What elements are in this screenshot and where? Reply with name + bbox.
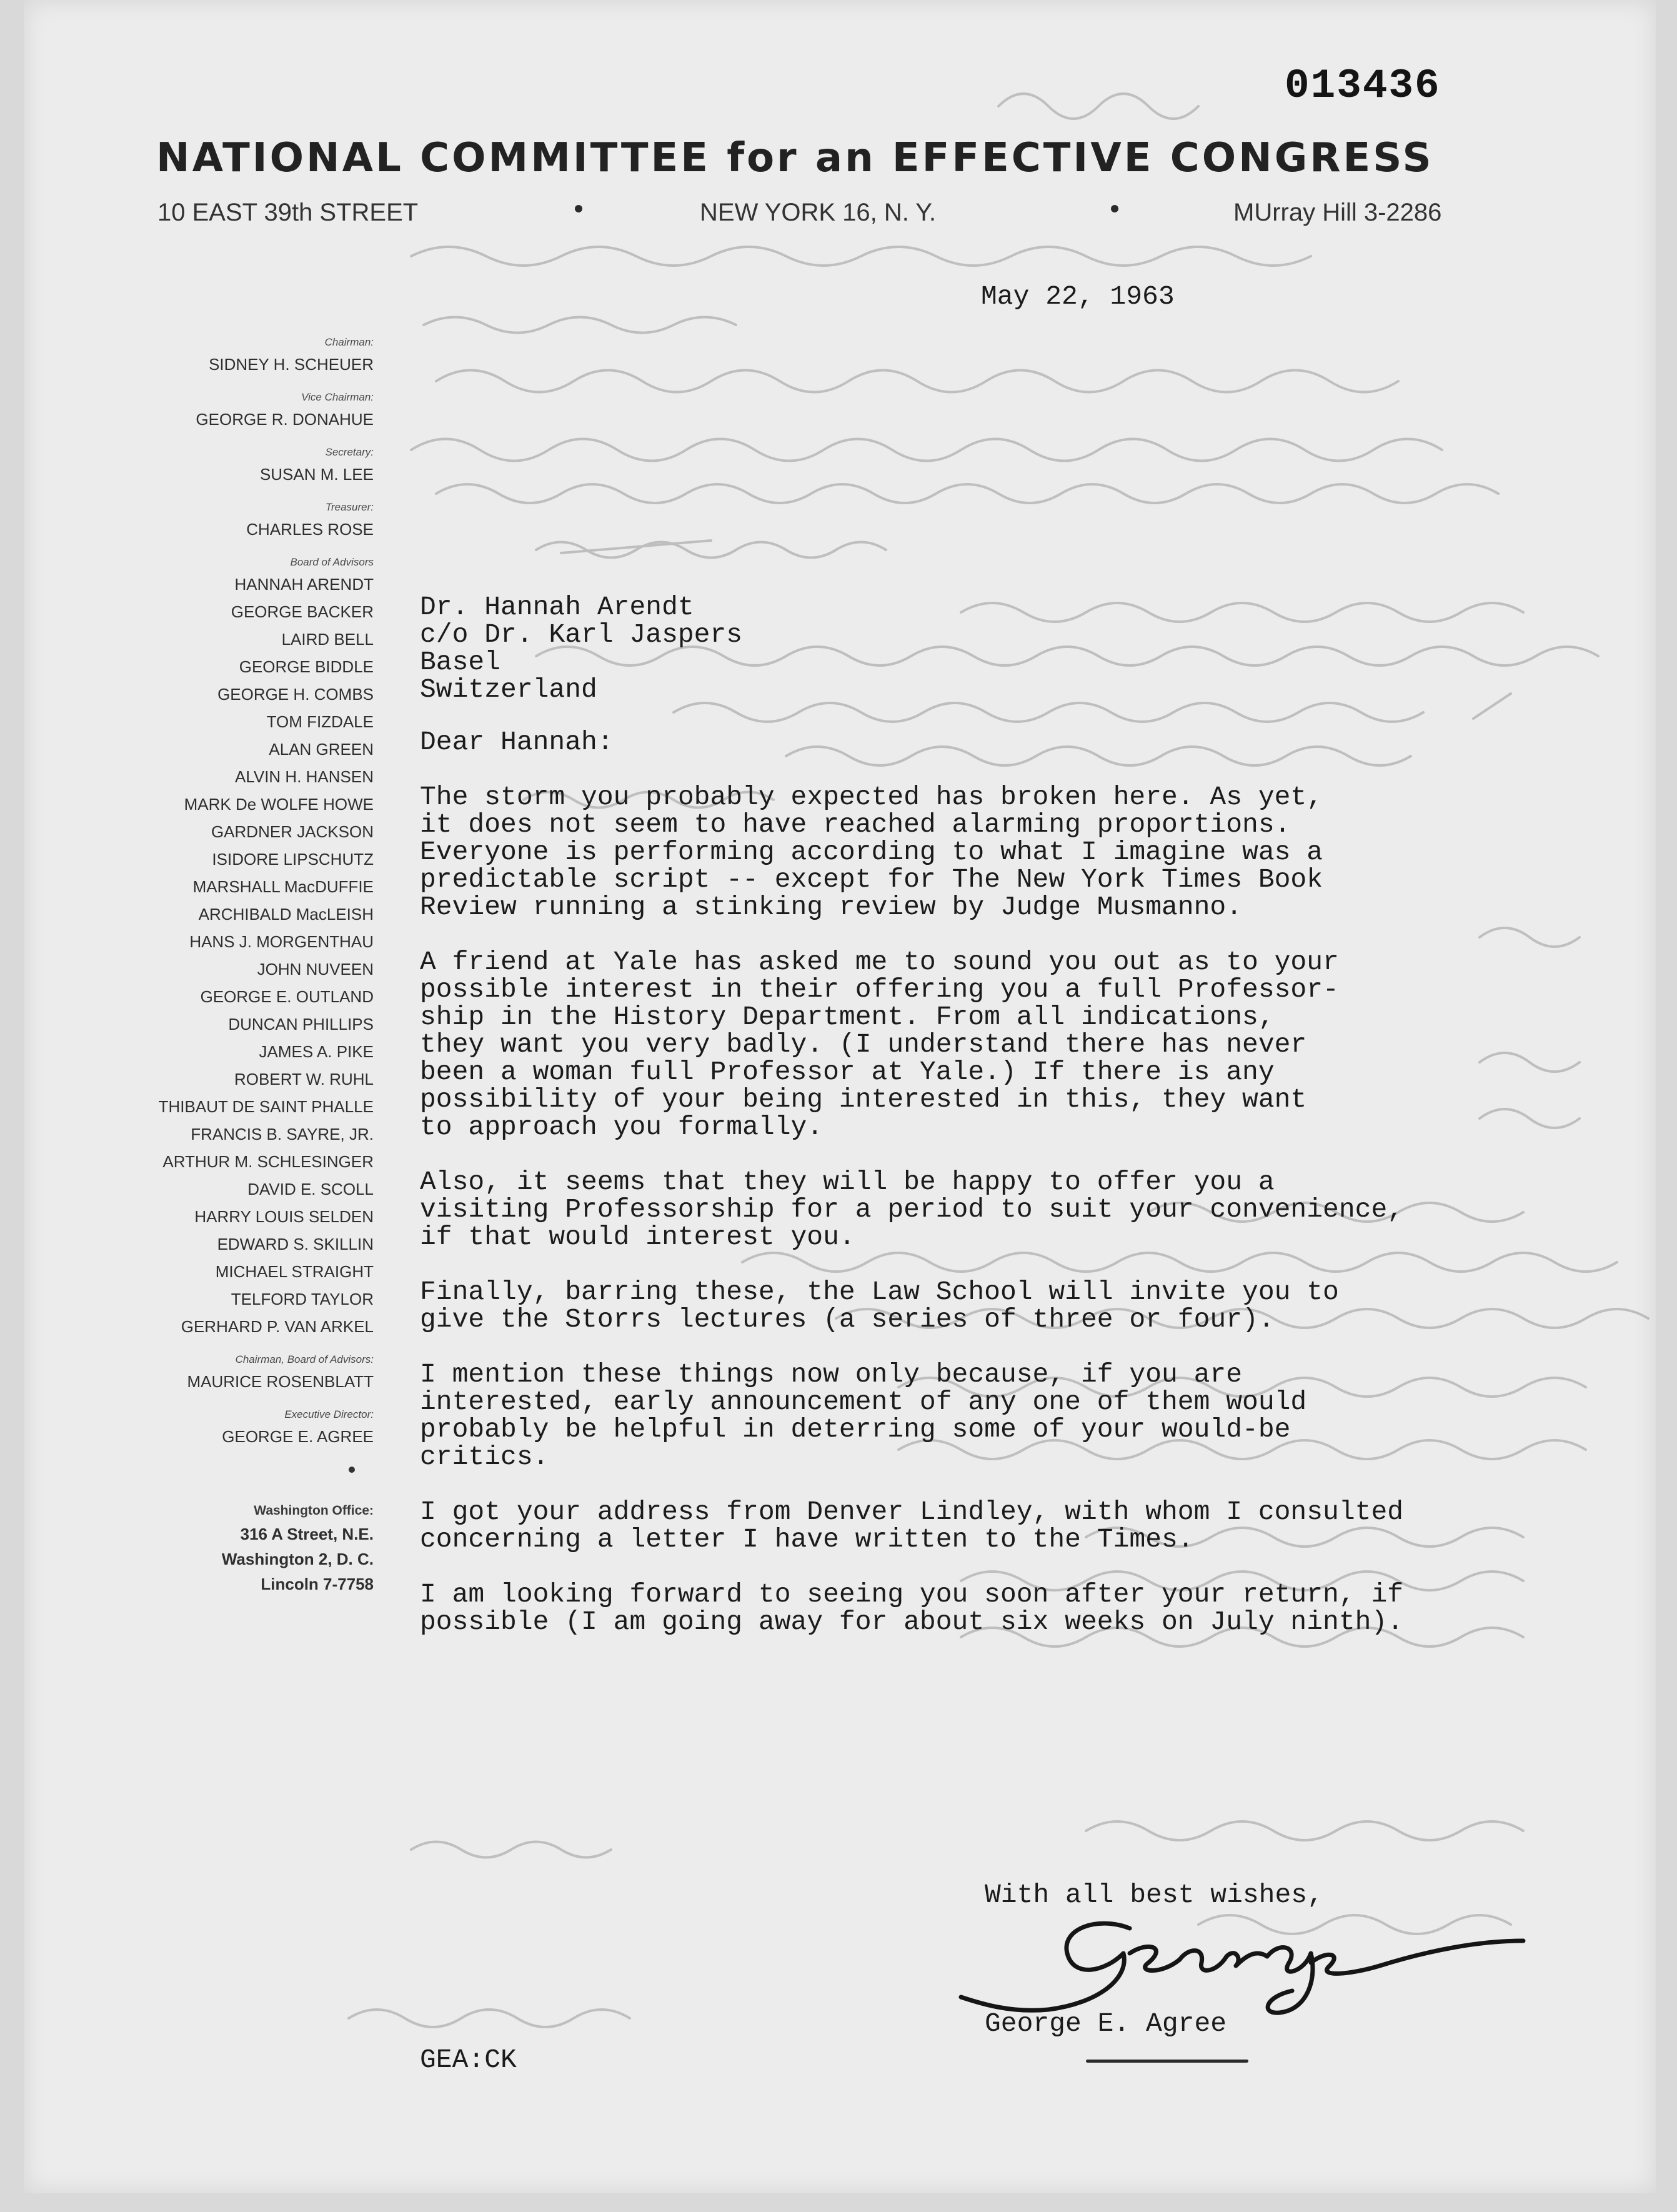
advisor-name: DUNCAN PHILLIPS xyxy=(228,1015,374,1034)
advisor-name: GERHARD P. VAN ARKEL xyxy=(181,1317,374,1336)
paragraph-line: Everyone is performing according to what I imagine was a xyxy=(420,837,1323,867)
letterhead-sidebar xyxy=(61,334,374,1597)
body-paragraph xyxy=(420,949,1445,1141)
closing: With all best wishes, xyxy=(985,1880,1323,1910)
paragraph-line: if that would interest you. xyxy=(420,1222,855,1252)
advisor-name: GEORGE H. COMBS xyxy=(217,685,374,704)
washington-office-title: Washington Office: xyxy=(254,1503,374,1518)
advisor-name: TOM FIZDALE xyxy=(266,712,374,731)
paragraph-line: predictable script -- except for The New York Times Book xyxy=(420,864,1323,895)
advisor-name: DAVID E. SCOLL xyxy=(247,1180,374,1198)
advisor-name: MARSHALL MacDUFFIE xyxy=(192,877,374,896)
letter-body xyxy=(420,594,1445,1663)
body-paragraph xyxy=(420,1498,1445,1553)
paragraph-line: critics. xyxy=(420,1442,549,1472)
body-paragraph xyxy=(420,1361,1445,1471)
paragraph-line: I got your address from Denver Lindley, with whom I consulted xyxy=(420,1497,1404,1527)
officer-name: SIDNEY H. SCHEUER xyxy=(209,355,374,374)
washington-office-line: Washington 2, D. C. xyxy=(221,1550,374,1568)
signer-name: George E. Agree xyxy=(985,2008,1227,2039)
paragraph-line: possible (I am going away for about six weeks on July ninth). xyxy=(420,1607,1404,1637)
document-number: 013436 xyxy=(1285,62,1441,109)
address-line: c/o Dr. Karl Jaspers xyxy=(420,619,743,650)
advisor-name: JOHN NUVEEN xyxy=(257,960,374,979)
advisor-name: EDWARD S. SKILLIN xyxy=(217,1235,374,1253)
letterhead-street: 10 EAST 39th STREET xyxy=(157,199,419,226)
chairman-board-title: Chairman, Board of Advisors: xyxy=(235,1353,374,1365)
paragraph-line: I mention these things now only because, if you are xyxy=(420,1359,1243,1390)
advisor-name: HARRY LOUIS SELDEN xyxy=(194,1207,374,1226)
address-line: Switzerland xyxy=(420,674,597,705)
officer-name: GEORGE R. DONAHUE xyxy=(196,410,374,429)
paragraph-line: I am looking forward to seeing you soon after your return, if xyxy=(420,1579,1404,1610)
letter-page xyxy=(24,0,1656,2193)
letterhead-phone: MUrray Hill 3-2286 xyxy=(1233,199,1442,226)
board-title: Board of Advisors xyxy=(290,556,374,568)
paragraph-line: A friend at Yale has asked me to sound you out as to your xyxy=(420,947,1339,977)
washington-office-line: Lincoln 7-7758 xyxy=(261,1575,374,1593)
advisor-name: ALAN GREEN xyxy=(269,740,374,759)
advisor-name: THIBAUT DE SAINT PHALLE xyxy=(158,1097,374,1116)
paragraph-line: possible interest in their offering you a full Professor- xyxy=(420,974,1339,1005)
advisor-name: LAIRD BELL xyxy=(281,630,374,649)
advisor-name: ALVIN H. HANSEN xyxy=(234,767,374,786)
executive-director-name: GEORGE E. AGREE xyxy=(222,1427,374,1446)
advisor-name: JAMES A. PIKE xyxy=(259,1042,374,1061)
chairman-board-name: MAURICE ROSENBLATT xyxy=(187,1372,374,1391)
advisor-name: GEORGE BIDDLE xyxy=(239,657,374,676)
officer-block xyxy=(61,444,374,488)
washington-office-line: 316 A Street, N.E. xyxy=(240,1525,374,1543)
paragraph-line: probably be helpful in deterring some of your would-be xyxy=(420,1414,1291,1445)
officer-title: Vice Chairman: xyxy=(301,391,374,403)
paragraph-line: The storm you probably expected has broken here. As yet, xyxy=(420,782,1323,812)
officer-title: Secretary: xyxy=(325,446,374,458)
paragraph-line: visiting Professorship for a period to suit your convenience, xyxy=(420,1194,1404,1225)
body-paragraph xyxy=(420,1581,1445,1636)
separator-dot-icon xyxy=(1111,205,1118,212)
handwritten-signature xyxy=(942,1903,1542,2022)
officer-title: Chairman: xyxy=(324,336,374,348)
address-line: Dr. Hannah Arendt xyxy=(420,592,694,622)
typist-initials: GEA:CK xyxy=(420,2045,517,2075)
separator-dot-icon xyxy=(575,205,582,212)
officer-block xyxy=(61,499,374,543)
advisor-name: FRANCIS B. SAYRE, JR. xyxy=(191,1125,374,1143)
paragraph-line: give the Storrs lectures (a series of three or four). xyxy=(420,1304,1275,1335)
paragraph-line: possibility of your being interested in this, they want xyxy=(420,1084,1307,1115)
body-paragraph xyxy=(420,784,1445,921)
advisor-name: GEORGE E. OUTLAND xyxy=(200,987,374,1006)
officer-name: SUSAN M. LEE xyxy=(259,465,374,484)
body-paragraph xyxy=(420,1278,1445,1333)
advisor-name: MARK De WOLFE HOWE xyxy=(184,795,374,814)
organization-name: NATIONAL COMMITTEE for an EFFECTIVE CONGRESS xyxy=(156,135,1434,181)
officer-name: CHARLES ROSE xyxy=(246,520,374,539)
advisor-name: ARCHIBALD MacLEISH xyxy=(198,905,374,924)
paragraph-line: Review running a stinking review by Judge Musmanno. xyxy=(420,892,1243,922)
advisor-name: TELFORD TAYLOR xyxy=(231,1290,374,1308)
advisor-name: MICHAEL STRAIGHT xyxy=(215,1262,374,1281)
officer-title: Treasurer: xyxy=(325,501,374,513)
advisor-name: GARDNER JACKSON xyxy=(211,822,374,841)
paragraph-line: to approach you formally. xyxy=(420,1112,824,1142)
paragraph-line: been a woman full Professor at Yale.) If there is any xyxy=(420,1057,1275,1087)
advisor-name: HANS J. MORGENTHAU xyxy=(189,932,374,951)
advisor-name: ARTHUR M. SCHLESINGER xyxy=(162,1152,374,1171)
paragraph-line: it does not seem to have reached alarming proportions. xyxy=(420,809,1291,840)
salutation xyxy=(420,729,1445,756)
separator-dot-icon xyxy=(349,1467,355,1473)
letterhead-city: NEW YORK 16, N. Y. xyxy=(700,199,936,226)
paragraph-list xyxy=(420,784,1445,1636)
officer-block xyxy=(61,334,374,378)
paragraph-line: ship in the History Department. From all indications, xyxy=(420,1002,1275,1032)
advisor-name: HANNAH ARENDT xyxy=(234,575,374,594)
board-list xyxy=(61,570,374,1340)
paragraph-line: Also, it seems that they will be happy to offer you a xyxy=(420,1167,1275,1197)
paragraph-line: they want you very badly. (I understand there has never xyxy=(420,1029,1307,1060)
body-paragraph xyxy=(420,1168,1445,1251)
recipient-address xyxy=(420,594,1445,704)
paragraph-line: interested, early announcement of any one of them would xyxy=(420,1387,1307,1417)
address-line: Basel xyxy=(420,647,501,677)
letter-date: May 22, 1963 xyxy=(981,281,1175,312)
salutation-text: Dear Hannah: xyxy=(420,727,614,757)
executive-director-title: Executive Director: xyxy=(284,1408,374,1420)
signature-underline xyxy=(1086,2060,1248,2063)
advisor-name: GEORGE BACKER xyxy=(231,602,374,621)
officer-block xyxy=(61,389,374,433)
paragraph-line: concerning a letter I have written to the Times. xyxy=(420,1524,1194,1555)
paragraph-line: Finally, barring these, the Law School will invite you to xyxy=(420,1277,1339,1307)
advisor-name: ROBERT W. RUHL xyxy=(234,1070,374,1089)
advisor-name: ISIDORE LIPSCHUTZ xyxy=(212,850,374,869)
